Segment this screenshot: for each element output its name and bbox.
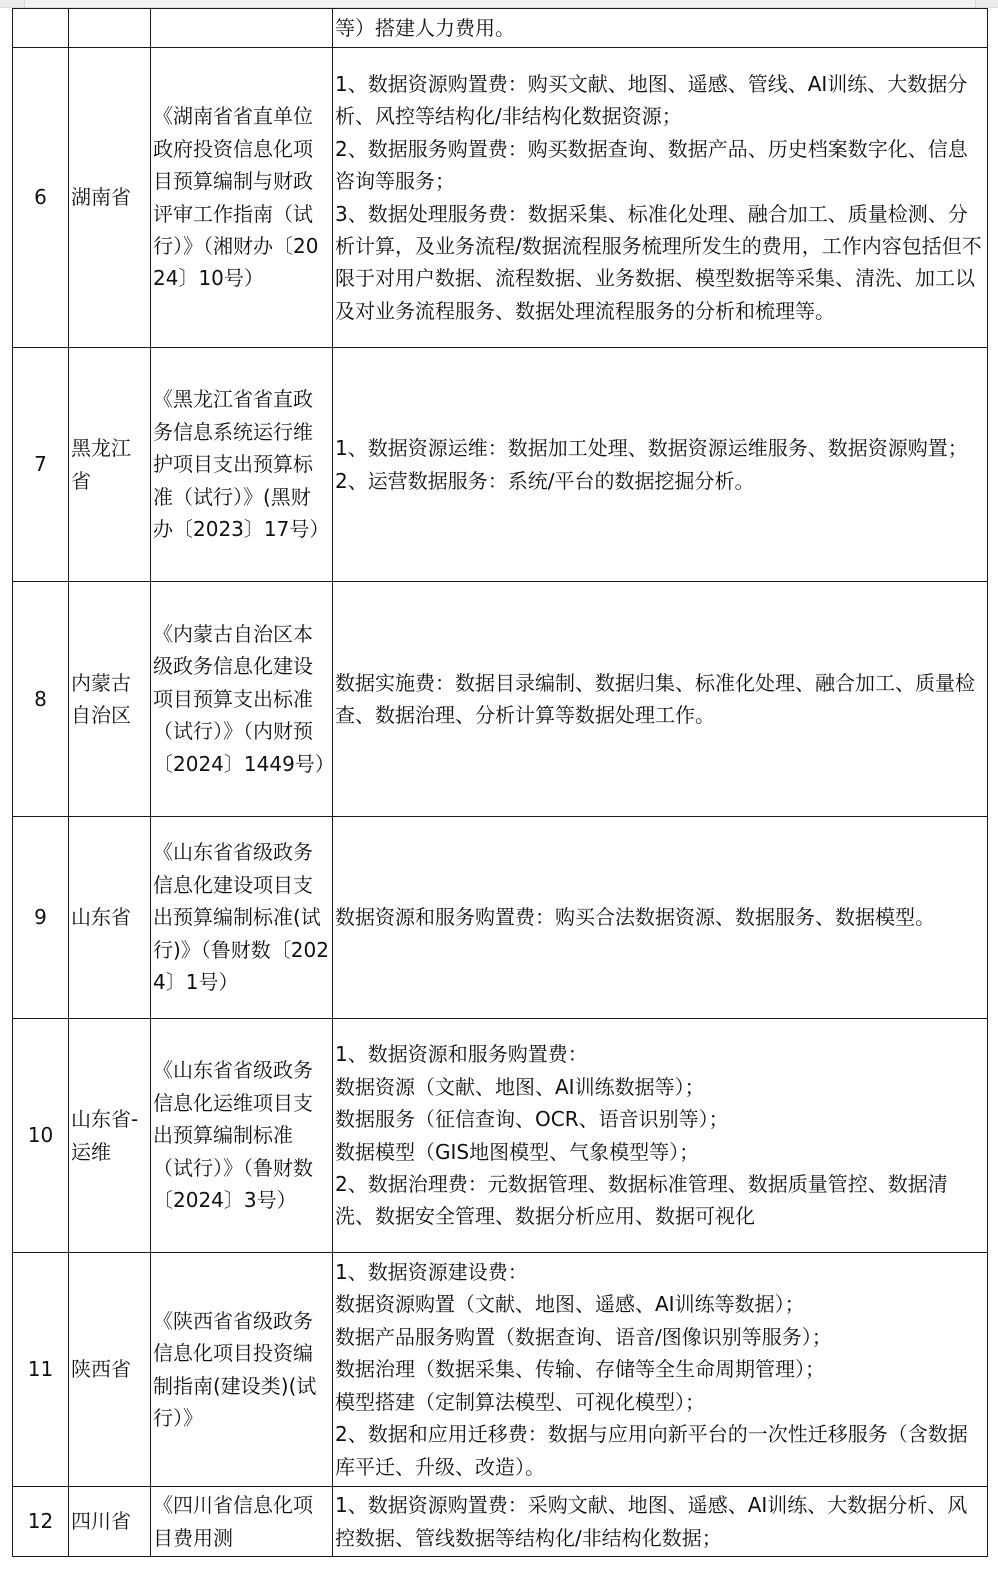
content-line: 2、数据治理费：元数据管理、数据标准管理、数据质量管控、数据清洗、数据安全管理、数据分析应用、数据可视化 — [335, 1171, 948, 1229]
document-cell: 《四川省信息化项目费用测 — [151, 1487, 333, 1557]
region-cell: 内蒙古自治区 — [69, 582, 151, 817]
content-line: 1、数据资源购置费：购买文献、地图、遥感、管线、AI训练、大数据分析、风控等结构化/非结构化数据资源； — [335, 71, 968, 129]
region-cell: 湖南省 — [69, 48, 151, 348]
content-line: 1、数据资源运维：数据加工处理、数据资源运维服务、数据资源购置； — [335, 436, 968, 461]
content-cell — [333, 1253, 988, 1487]
region-cell: 山东省 — [69, 817, 151, 1019]
content-line: 数据资源和服务购置费：购买合法数据资源、数据服务、数据模型。 — [335, 905, 935, 930]
content-line: 数据资源（文献、地图、AI训练数据等）； — [335, 1074, 705, 1099]
policy-table — [12, 8, 988, 1557]
region-cell — [69, 9, 151, 48]
row-number: 7 — [13, 348, 69, 582]
content-line: 数据实施费：数据目录编制、数据归集、标准化处理、融合加工、质量检查、数据治理、分析计算等数据处理工作。 — [335, 670, 975, 727]
table-row — [13, 1019, 988, 1253]
content-line: 数据服务（征信查询、OCR、语音识别等）； — [335, 1107, 729, 1132]
content-line: 数据治理（数据采集、传输、存储等全生命周期管理）； — [335, 1357, 825, 1382]
document-cell: 《山东省省级政务信息化运维项目支出预算编制标准（试行）》（鲁财数〔2024〕3号） — [151, 1019, 333, 1253]
document-cell: 《陕西省省级政务信息化项目投资编制指南(建设类)(试行）》 — [151, 1253, 333, 1487]
table-row — [13, 1253, 988, 1487]
region-cell: 山东省-运维 — [69, 1019, 151, 1253]
row-number: 8 — [13, 582, 69, 817]
ruler-corner-left — [0, 0, 25, 7]
window-top-strip — [0, 0, 998, 8]
document-cell: 《湖南省省直单位政府投资信息化项目预算编制与财政评审工作指南（试行）》（湘财办〔2024〕10号） — [151, 48, 333, 348]
content-cell — [333, 9, 988, 48]
content-line: 模型搭建（定制算法模型、可视化模型）； — [335, 1389, 705, 1414]
content-cell — [333, 1019, 988, 1253]
row-number: 11 — [13, 1253, 69, 1487]
content-line: 2、数据和应用迁移费：数据与应用向新平台的一次性迁移服务（含数据库平迁、升级、改造）。 — [335, 1422, 968, 1479]
ruler-corner-right — [975, 0, 998, 7]
content-cell — [333, 582, 988, 817]
content-line: 1、数据资源建设费： — [335, 1260, 528, 1285]
row-number: 9 — [13, 817, 69, 1019]
content-line: 2、数据服务购置费：购买数据查询、数据产品、历史档案数字化、信息咨询等服务； — [335, 136, 968, 194]
table-row — [13, 48, 988, 348]
content-line: 2、运营数据服务：系统/平台的数据挖掘分析。 — [335, 468, 755, 493]
document-cell: 《山东省省级政务信息化建设项目支出预算编制标准(试行)》（鲁财数〔2024〕1号） — [151, 817, 333, 1019]
content-line: 数据模型（GIS地图模型、气象模型等）； — [335, 1139, 700, 1164]
content-cell — [333, 348, 988, 582]
document-cell — [151, 9, 333, 48]
content-line: 1、数据资源和服务购置费： — [335, 1042, 588, 1067]
table-row — [13, 1487, 988, 1557]
table-row — [13, 582, 988, 817]
row-number — [13, 9, 69, 48]
row-number: 6 — [13, 48, 69, 348]
table-row — [13, 348, 988, 582]
document-cell: 《黑龙江省省直政务信息系统运行维护项目支出预算标准（试行）》(黑财办〔2023〕17号） — [151, 348, 333, 582]
content-line: 1、数据资源购置费：采购文献、地图、遥感、AI训练、大数据分析、风控数据、管线数据等结构化/非结构化数据； — [335, 1493, 968, 1550]
content-line: 数据产品服务购置（数据查询、语音/图像识别等服务）； — [335, 1324, 832, 1349]
row-number: 12 — [13, 1487, 69, 1557]
content-cell — [333, 817, 988, 1019]
content-cell — [333, 48, 988, 348]
document-cell: 《内蒙古自治区本级政务信息化建设项目预算支出标准（试行）》（内财预〔2024〕1449号） — [151, 582, 333, 817]
content-cell — [333, 1487, 988, 1557]
region-cell: 四川省 — [69, 1487, 151, 1557]
region-cell: 陕西省 — [69, 1253, 151, 1487]
table-row — [13, 9, 988, 48]
content-line: 3、数据处理服务费：数据采集、标准化处理、融合加工、质量检测、分析计算，及业务流程/数据流程服务梳理所发生的费用，工作内容包括但不限于对用户数据、流程数据、业务数据、模型数据等采集、清洗、加工以及对业务流程服务、数据处理流程服务的分析和梳理等。 — [335, 201, 982, 323]
region-cell: 黑龙江省 — [69, 348, 151, 582]
row-number: 10 — [13, 1019, 69, 1253]
table-row — [13, 817, 988, 1019]
content-line: 数据资源购置（文献、地图、遥感、AI训练等数据）； — [335, 1292, 805, 1317]
content-line: 等）搭建人力费用。 — [335, 15, 515, 40]
